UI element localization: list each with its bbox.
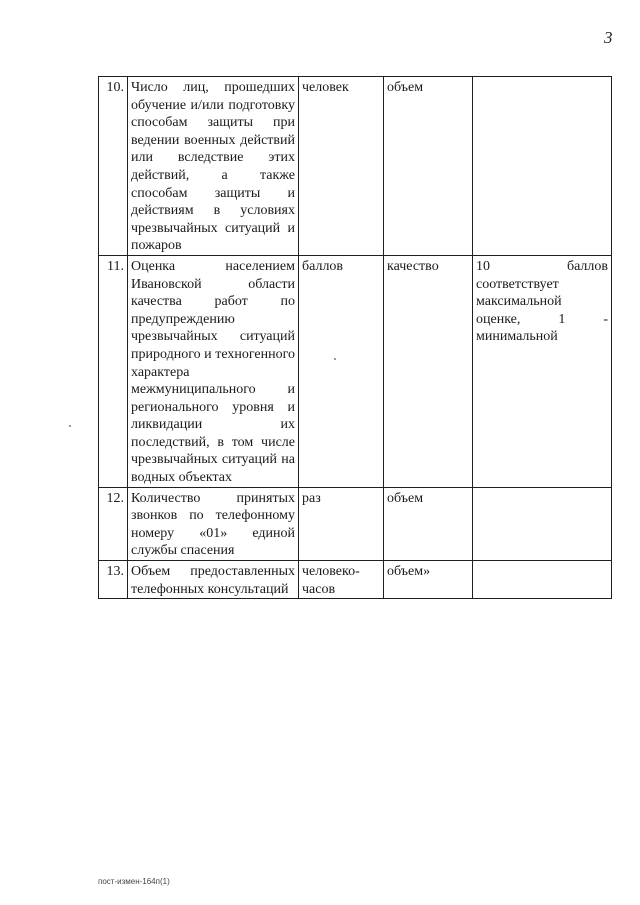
table-row	[99, 487, 612, 560]
indicator-note	[473, 487, 612, 560]
indicator-note	[473, 77, 612, 256]
indicators-table	[98, 76, 612, 599]
scan-speck	[69, 425, 71, 427]
indicator-note	[473, 561, 612, 599]
unit-of-measure: баллов	[299, 255, 384, 487]
indicator-name: Оценка населением Ивановской области качества работ по предупреждению чрезвычайных ситуаций природного и техногенного характера межмуниципального и регионального уровня и ликвидации их последствий, в том числе чрезвычайных ситуаций на водных объектах	[128, 255, 299, 487]
indicator-name: Число лиц, прошедших обучение и/или подготовку способам защиты при ведении военных действий или вследствие этих действий, а также способам защиты и действиям в условиях чрезвычайных ситуаций и пожаров	[128, 77, 299, 256]
indicator-name: Количество принятых звонков по телефонному номеру «01» единой службы спасения	[128, 487, 299, 560]
row-number: 10.	[99, 77, 128, 256]
indicator-type: качество	[384, 255, 473, 487]
row-number: 13.	[99, 561, 128, 599]
indicator-type: объем	[384, 487, 473, 560]
indicator-name: Объем предоставленных телефонных консультаций	[128, 561, 299, 599]
table-row	[99, 77, 612, 256]
indicator-note: 10 баллов соответствует максимальной оценке, 1 - минимальной	[473, 255, 612, 487]
unit-of-measure: человеко-часов	[299, 561, 384, 599]
indicator-type: объем	[384, 77, 473, 256]
unit-of-measure: человек	[299, 77, 384, 256]
row-number: 11.	[99, 255, 128, 487]
document-footer-code: пост-измен-164п(1)	[98, 877, 170, 886]
page-number: 3	[604, 28, 613, 47]
table-row	[99, 561, 612, 599]
unit-of-measure: раз	[299, 487, 384, 560]
row-number: 12.	[99, 487, 128, 560]
indicator-type: объем»	[384, 561, 473, 599]
table-row	[99, 255, 612, 487]
scan-speck	[334, 358, 336, 360]
